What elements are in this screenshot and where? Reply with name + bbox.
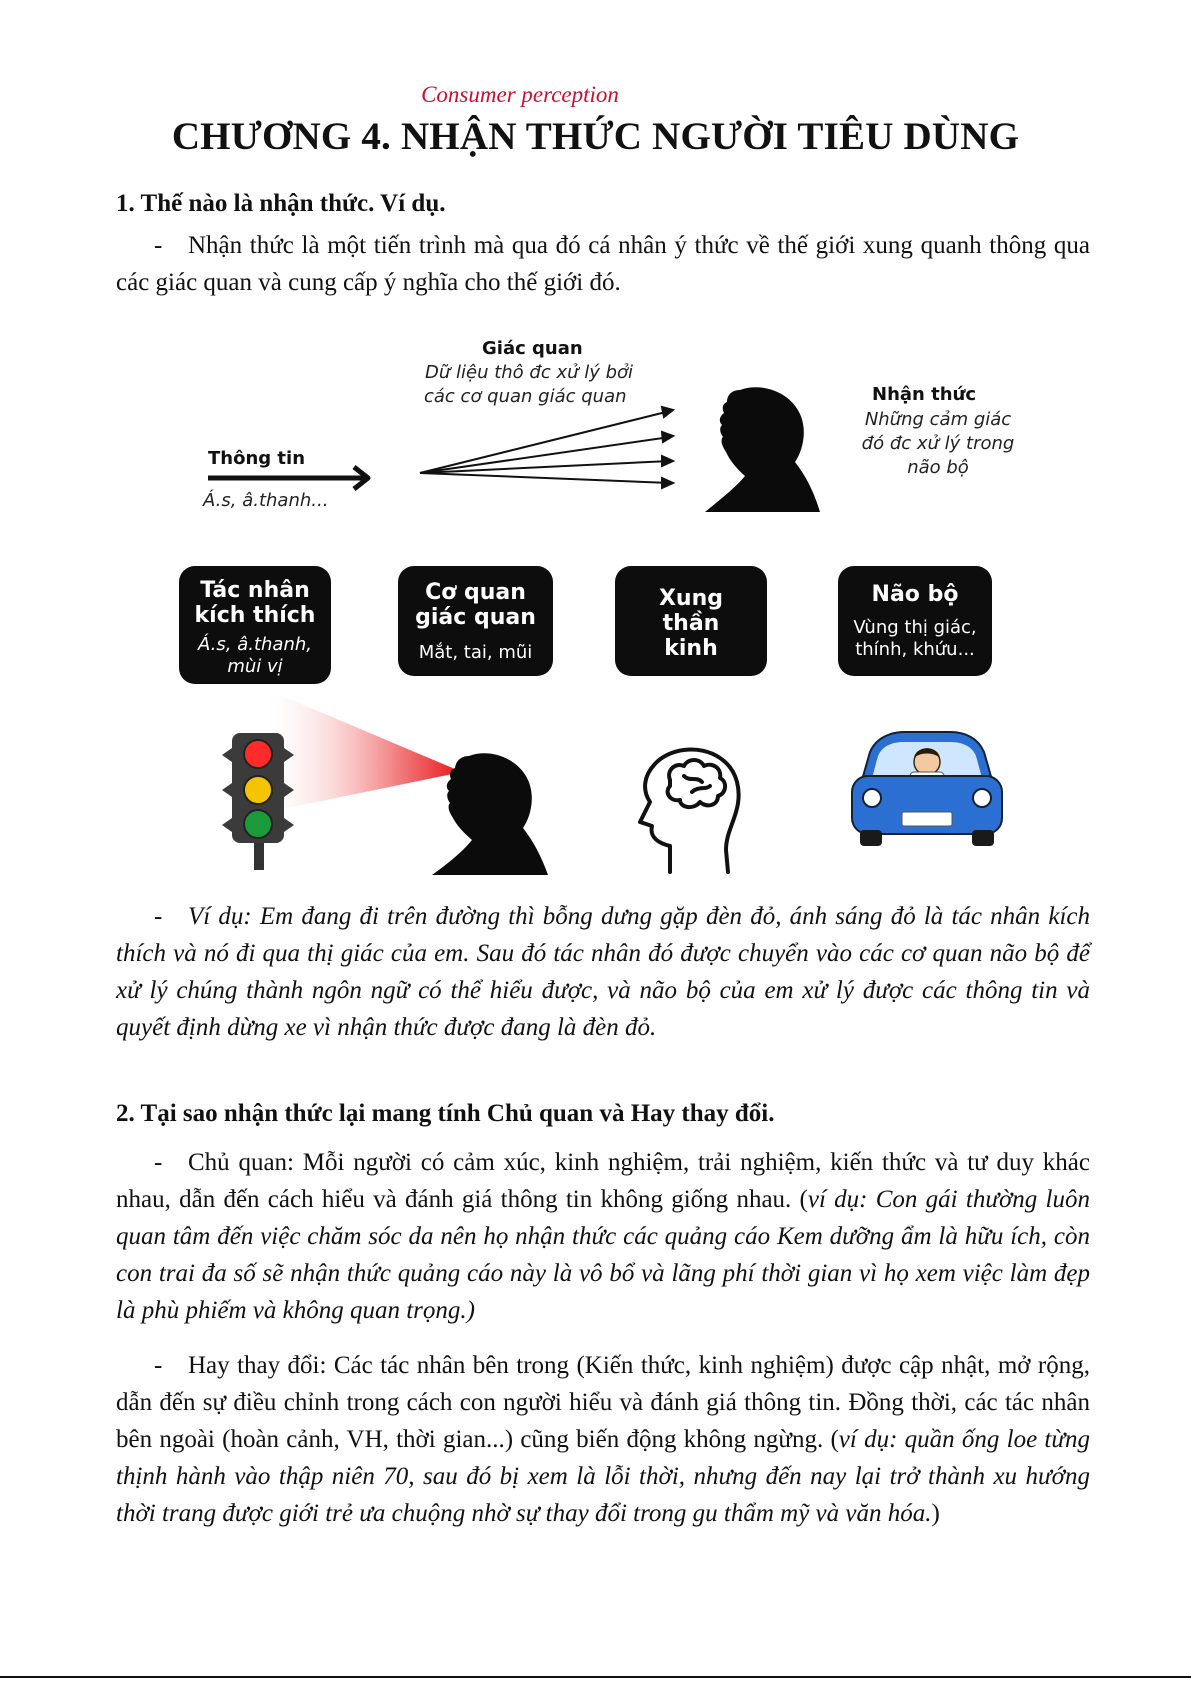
senses-sub-2: các cơ quan giác quan: [424, 386, 627, 407]
section-2-heading: 2. Tại sao nhận thức lại mang tính Chủ quan và Hay thay đổi.: [116, 1100, 775, 1127]
sense-arrows-icon: [420, 407, 673, 488]
box-brain: Não bộ Vùng thị giác, thính, khứu...: [838, 566, 992, 676]
senses-label: Giác quan: [482, 338, 583, 359]
footer-divider: [0, 1676, 1191, 1678]
info-sub: Á.s, â.thanh...: [203, 490, 329, 511]
chapter-title: CHƯƠNG 4. NHẬN THỨC NGƯỜI TIÊU DÙNG: [171, 115, 1020, 158]
subjective-text: Chủ quan: Mỗi người có cảm xúc, kinh nghiệm, trải nghiệm, kiến thức và tư duy khác nhau, dẫn đến cách hiểu và đánh giá thông tin không giống nhau. (: [116, 1149, 1090, 1213]
box-stimulus: Tác nhân kích thích Á.s, â.thanh, mùi vị: [179, 566, 331, 684]
senses-sub-1: Dữ liệu thô đc xử lý bởi: [425, 362, 634, 383]
info-label: Thông tin: [208, 448, 306, 469]
changing-close: ): [931, 1500, 940, 1527]
definition-paragraph: - Nhận thức là một tiến trình mà qua đó cá nhân ý thức về thế giới xung quanh thông qua các giác quan và cung cấp ý nghĩa cho thế giới đó.: [116, 232, 1090, 296]
example-text: Ví dụ: Em đang đi trên đường thì bỗng dưng gặp đèn đỏ, ánh sáng đỏ là tác nhân kích thích và nó đi qua thị giác của em. Sau đó tác nhân đó được chuyển vào các cơ quan não bộ để xử lý chúng thành ngôn ngữ có thể hiểu được, và não bộ của em xử lý được các thông tin và quyết định dừng xe vì nhận thức được đang là đèn đỏ.: [116, 903, 1090, 1041]
definition-text: Nhận thức là một tiến trình mà qua đó cá nhân ý thức về thế giới xung quanh thông qua các giác quan và cung cấp ý nghĩa cho thế giới đó.: [116, 232, 1090, 296]
changing-text: Hay thay đổi: Các tác nhân bên trong (Kiến thức, kinh nghiệm) được cập nhật, mở rộng, dẫn đến sự điều chỉnh trong cách con người hiểu và đánh giá thông tin. Đồng thời, các tác nhân bên ngoài (hoàn cảnh, VH, thời gian...) cũng biến động không ngừng. (: [116, 1352, 1090, 1453]
perception-label: Nhận thức: [872, 384, 977, 405]
perception-sub-1: Những cảm giác: [864, 409, 1012, 430]
box-sense-organs: Cơ quan giác quan Mắt, tai, mũi: [398, 566, 553, 676]
section-1-heading: 1. Thế nào là nhận thức. Ví dụ.: [116, 190, 446, 217]
traffic-light-icon: [222, 733, 294, 870]
light-beam: [268, 690, 462, 812]
box-nerve-impulse: Xung thần kinh: [615, 566, 767, 676]
subjective-example: ví dụ: Con gái thường luôn quan tâm đến việc chăm sóc da nên họ nhận thức các quảng cáo Kem dưỡng ẩm là hữu ích, còn con trai đa số sẽ nhận thức quảng cáo này là vô bổ và lãng phí thời gian vì họ xem việc làm đẹp là phù phiếm và không quan trọng.): [116, 1186, 1091, 1324]
car-with-driver-icon: [852, 732, 1002, 846]
chapter-subtitle: Consumer perception: [421, 82, 619, 107]
head-silhouette-top-icon: [705, 387, 820, 512]
perception-sub-3: não bộ: [907, 457, 969, 478]
subjective-paragraph: - Chủ quan: Mỗi người có cảm xúc, kinh nghiệm, trải nghiệm, kiến thức và tư duy khác nhau, dẫn đến cách hiểu và đánh giá thông tin không giống nhau. (ví dụ: Con gái thường luôn quan tâm đến việc chăm sóc da nên họ nhận thức các quảng cáo Kem dưỡng ẩm là hữu ích, còn con trai đa số sẽ nhận thức quảng cáo này là vô bổ và lãng phí thời gian vì họ xem việc làm đẹp là phù phiếm và không quan trọng.): [116, 1149, 1091, 1324]
changing-example: ví dụ: quần ống loe từng thịnh hành vào thập niên 70, sau đó bị xem là lỗi thời, nhưng đến nay lại trở thành xu hướng thời trang được giới trẻ ưa chuộng nhờ sự thay đổi trong gu thẩm mỹ và văn hóa.: [116, 1426, 1090, 1527]
changing-paragraph: - Hay thay đổi: Các tác nhân bên trong (Kiến thức, kinh nghiệm) được cập nhật, mở rộng, dẫn đến sự điều chỉnh trong cách con người hiểu và đánh giá thông tin. Đồng thời, các tác nhân bên ngoài (hoàn cảnh, VH, thời gian...) cũng biến động không ngừng. (ví dụ: quần ống loe từng thịnh hành vào thập niên 70, sau đó bị xem là lỗi thời, nhưng đến nay lại trở thành xu hướng thời trang được giới trẻ ưa chuộng nhờ sự thay đổi trong gu thẩm mỹ và văn hóa.): [116, 1352, 1090, 1527]
example-paragraph: - Ví dụ: Em đang đi trên đường thì bỗng dưng gặp đèn đỏ, ánh sáng đỏ là tác nhân kích thích và nó đi qua thị giác của em. Sau đó tác nhân đó được chuyển vào các cơ quan não bộ để xử lý chúng thành ngôn ngữ có thể hiểu được, và não bộ của em xử lý được các thông tin và quyết định dừng xe vì nhận thức được đang là đèn đỏ.: [116, 903, 1090, 1041]
brain-head-icon: [640, 750, 739, 872]
perception-sub-2: đó đc xử lý trong: [861, 433, 1015, 454]
info-arrow-icon: [208, 467, 368, 489]
